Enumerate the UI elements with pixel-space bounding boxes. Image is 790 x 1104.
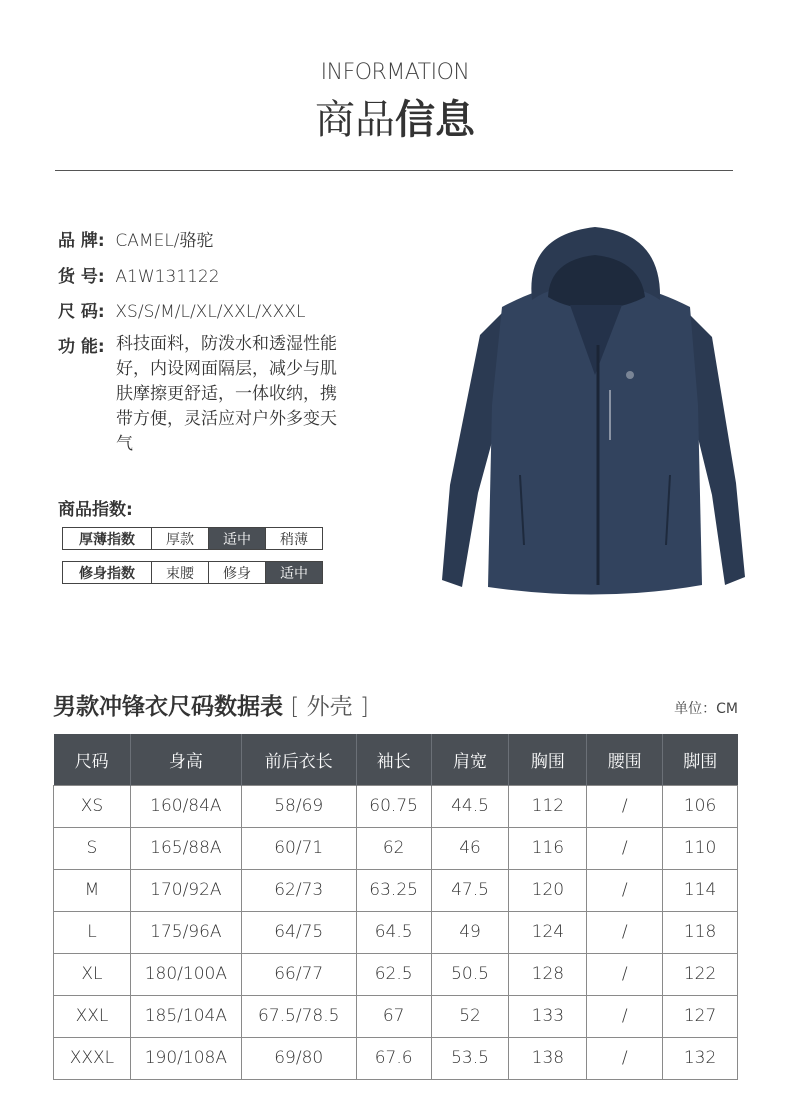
table-cell: 52	[431, 995, 509, 1037]
thickness-label: 厚薄指数	[79, 531, 135, 548]
table-cell: 128	[509, 953, 587, 995]
table-row	[54, 953, 738, 995]
table-header-row	[54, 734, 738, 785]
fit-label: 修身指数	[79, 565, 135, 582]
fit-option-selected: 适中	[265, 562, 322, 583]
header-divider	[55, 170, 733, 171]
table-cell: 62/73	[241, 869, 356, 911]
fit-option: 修身	[208, 562, 265, 583]
table-cell: M	[54, 869, 131, 911]
function-line: 气	[116, 434, 133, 454]
size-chart-unit: 单位：CM	[674, 701, 738, 717]
brand-row	[58, 226, 214, 251]
sku-row	[58, 262, 220, 287]
table-cell: S	[54, 827, 131, 869]
fit-scale	[62, 561, 323, 584]
table-cell: 60.75	[356, 785, 431, 827]
table-row	[54, 827, 738, 869]
size-row	[58, 297, 305, 322]
table-header-cell: 前后衣长	[241, 734, 356, 785]
thickness-option-selected: 适中	[208, 528, 265, 549]
size-chart-title-bold: 男款冲锋衣尺码数据表	[53, 694, 283, 720]
brand-label: 品 牌:	[58, 231, 105, 251]
table-cell: 160/84A	[130, 785, 241, 827]
table-cell: /	[587, 953, 663, 995]
table-body	[54, 785, 738, 1079]
table-cell: /	[587, 995, 663, 1037]
sku-value: A1W131122	[115, 267, 220, 287]
table-row	[54, 869, 738, 911]
table-cell: 46	[431, 827, 509, 869]
table-cell: 185/104A	[130, 995, 241, 1037]
function-line: 好，内设网面隔层，减少与肌	[116, 359, 337, 379]
table-cell: 50.5	[431, 953, 509, 995]
table-cell: 64/75	[241, 911, 356, 953]
table-cell: 69/80	[241, 1037, 356, 1079]
table-cell: XXXL	[54, 1037, 131, 1079]
table-cell: 58/69	[241, 785, 356, 827]
table-cell: 165/88A	[130, 827, 241, 869]
table-cell: 47.5	[431, 869, 509, 911]
table-row	[54, 1037, 738, 1079]
thickness-scale	[62, 527, 323, 550]
table-cell: /	[587, 869, 663, 911]
header-title-en: INFORMATION	[320, 60, 470, 85]
table-cell: /	[587, 1037, 663, 1079]
table-cell: 122	[663, 953, 738, 995]
table-cell: 114	[663, 869, 738, 911]
thickness-option: 稍薄	[265, 528, 322, 549]
thickness-option: 厚款	[151, 528, 208, 549]
table-cell: 62	[356, 827, 431, 869]
table-cell: 112	[509, 785, 587, 827]
table-header-cell: 肩宽	[431, 734, 509, 785]
table-cell: 120	[509, 869, 587, 911]
function-line: 科技面料，防泼水和透湿性能	[116, 334, 337, 354]
table-cell: 67.6	[356, 1037, 431, 1079]
header-title-cn-bold: 信息	[395, 97, 475, 143]
jacket-image	[440, 225, 750, 600]
table-cell: 190/108A	[130, 1037, 241, 1079]
table-cell: XS	[54, 785, 131, 827]
sku-label: 货 号:	[58, 267, 105, 287]
table-cell: 67	[356, 995, 431, 1037]
table-cell: 64.5	[356, 911, 431, 953]
table-row	[54, 995, 738, 1037]
function-label: 功 能:	[58, 337, 105, 357]
table-header-cell: 腰围	[587, 734, 663, 785]
table-cell: 118	[663, 911, 738, 953]
function-text	[116, 332, 386, 457]
size-value: XS/S/M/L/XL/XXL/XXXL	[115, 302, 306, 322]
table-cell: XXL	[54, 995, 131, 1037]
size-label: 尺 码:	[58, 302, 105, 322]
table-cell: XL	[54, 953, 131, 995]
table-cell: /	[587, 911, 663, 953]
index-title: 商品指数:	[58, 500, 133, 520]
table-header-cell: 胸围	[509, 734, 587, 785]
table-cell: 175/96A	[130, 911, 241, 953]
table-cell: 170/92A	[130, 869, 241, 911]
table-cell: 67.5/78.5	[241, 995, 356, 1037]
brand-value: CAMEL/骆驼	[115, 231, 214, 251]
table-cell: 180/100A	[130, 953, 241, 995]
table-header-cell: 身高	[130, 734, 241, 785]
table-cell: 49	[431, 911, 509, 953]
table-cell: /	[587, 785, 663, 827]
size-chart-title-light: [ 外壳 ]	[290, 694, 369, 720]
function-line: 带方便，灵活应对户外多变天	[116, 409, 337, 429]
table-cell: 133	[509, 995, 587, 1037]
table-cell: 60/71	[241, 827, 356, 869]
header-title-cn	[0, 88, 790, 145]
table-cell: L	[54, 911, 131, 953]
table-header-cell: 脚围	[663, 734, 738, 785]
table-cell: 63.25	[356, 869, 431, 911]
size-chart-table	[53, 734, 738, 1080]
table-row	[54, 911, 738, 953]
jacket-logo	[626, 371, 634, 379]
table-cell: 132	[663, 1037, 738, 1079]
table-cell: 124	[509, 911, 587, 953]
table-cell: 62.5	[356, 953, 431, 995]
table-cell: 116	[509, 827, 587, 869]
table-cell: /	[587, 827, 663, 869]
table-cell: 44.5	[431, 785, 509, 827]
table-row	[54, 785, 738, 827]
table-cell: 138	[509, 1037, 587, 1079]
table-cell: 106	[663, 785, 738, 827]
fit-option: 束腰	[151, 562, 208, 583]
header-title-cn-light: 商品	[315, 97, 395, 143]
table-cell: 53.5	[431, 1037, 509, 1079]
function-line: 肤摩擦更舒适，一体收纳，携	[116, 384, 337, 404]
table-cell: 110	[663, 827, 738, 869]
table-cell: 66/77	[241, 953, 356, 995]
table-cell: 127	[663, 995, 738, 1037]
table-header-cell: 袖长	[356, 734, 431, 785]
size-chart-title	[53, 688, 369, 721]
table-header-cell: 尺码	[54, 734, 131, 785]
